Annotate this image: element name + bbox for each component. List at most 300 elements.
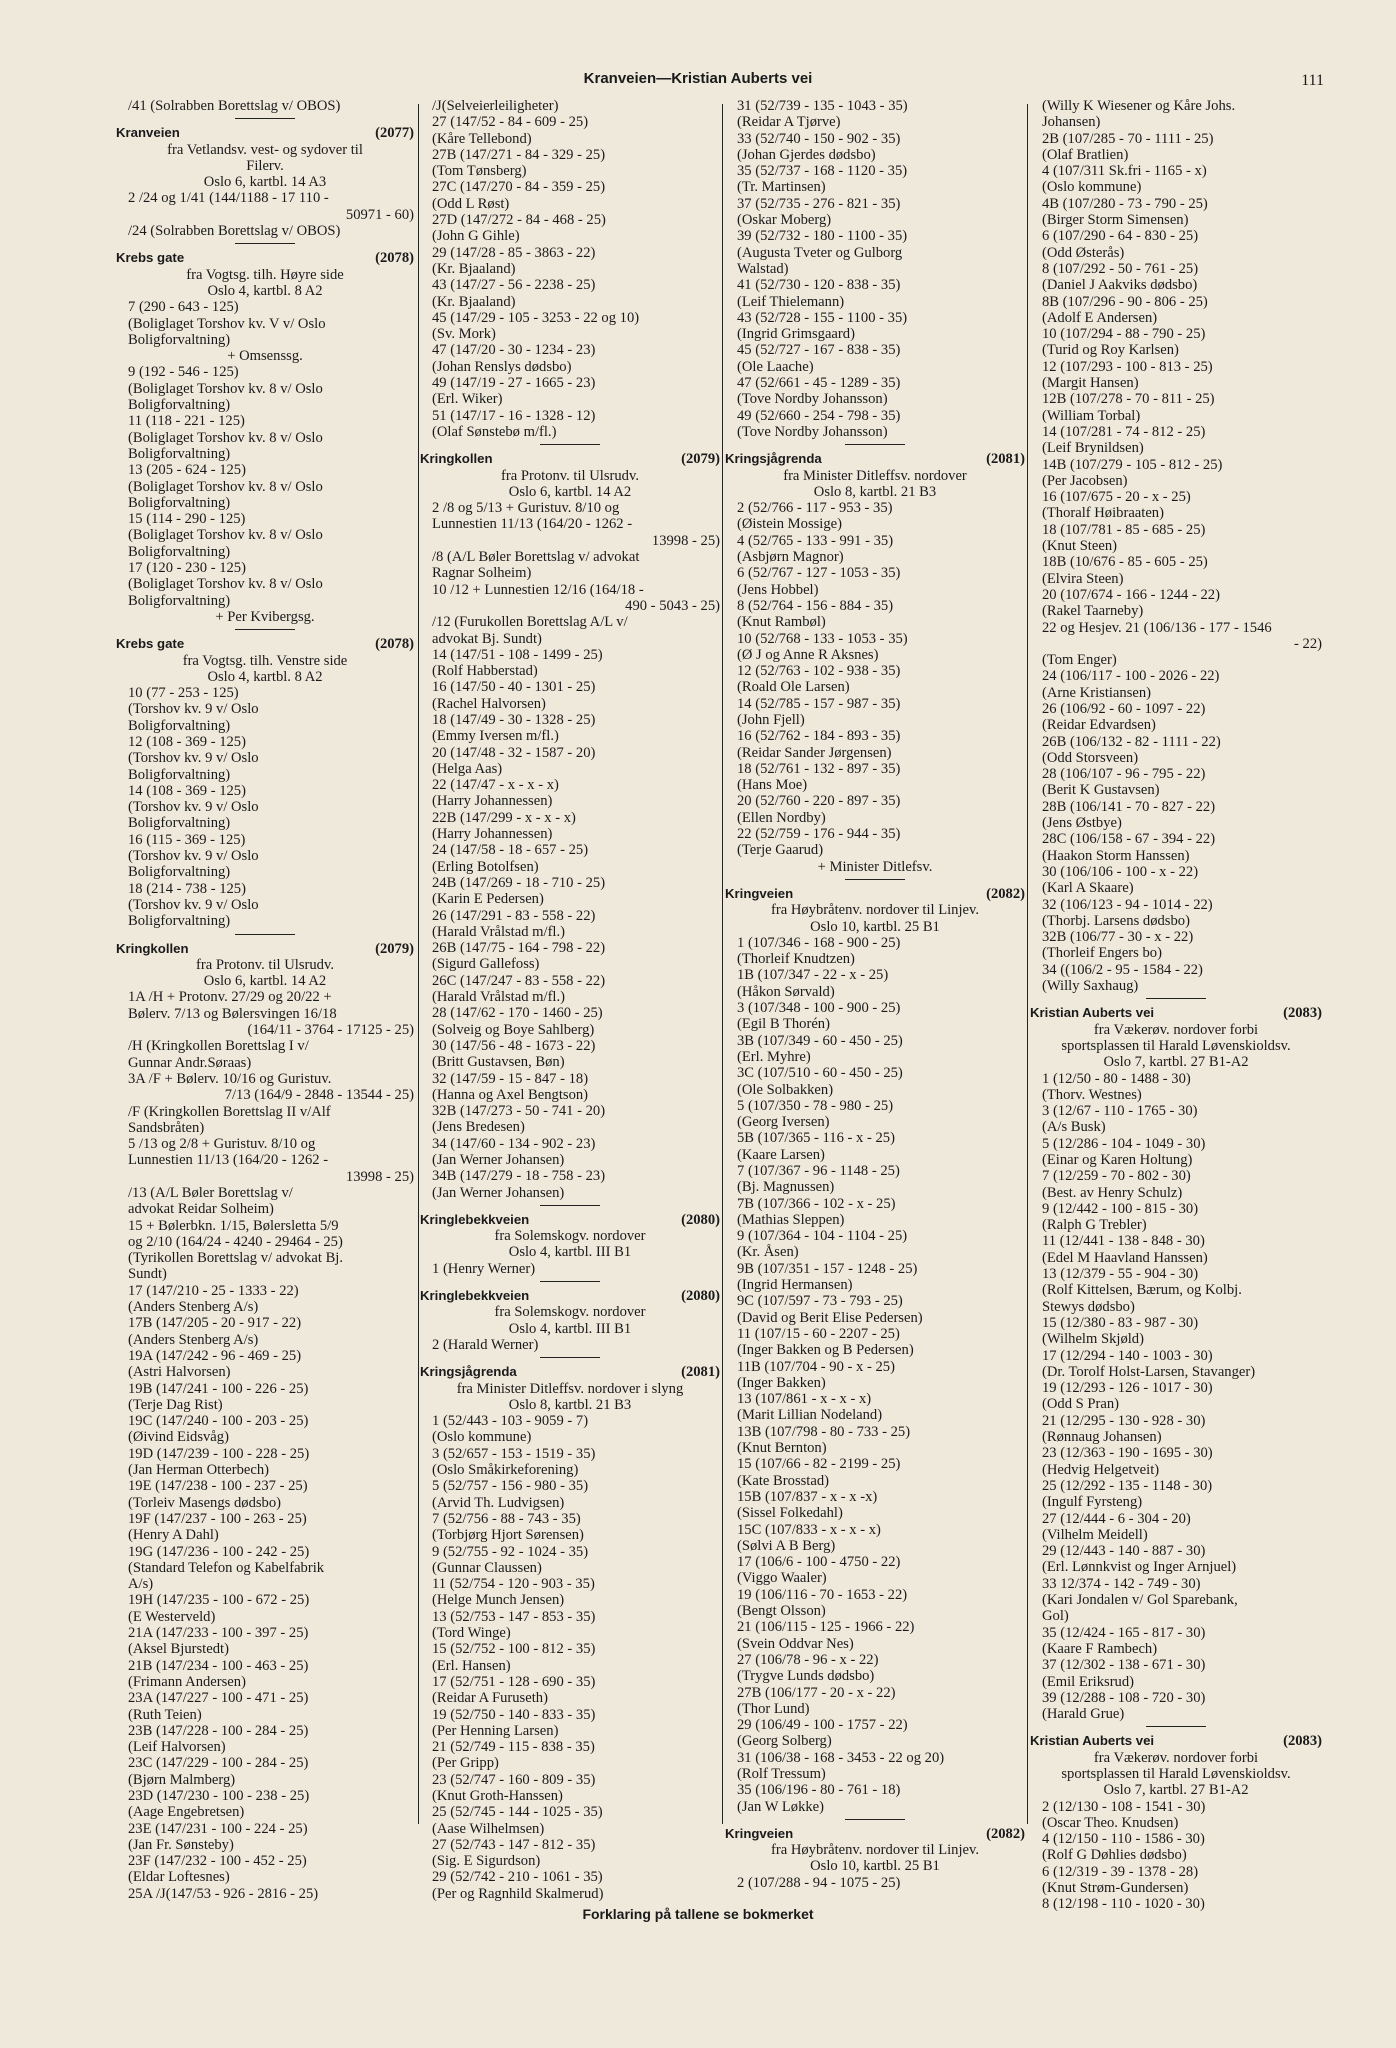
street-name: Kringveien bbox=[725, 885, 794, 901]
property-entry: (Erling Botolfsen) bbox=[432, 858, 539, 875]
property-entry: (Olaf Sønstebø m/fl.) bbox=[432, 423, 557, 440]
property-entry: Boligforvaltning) bbox=[128, 445, 231, 462]
street-code: (2080) bbox=[681, 1288, 720, 1305]
property-entry: 43 (147/27 - 56 - 2238 - 25) bbox=[432, 277, 596, 294]
property-entry: 9 (192 - 546 - 125) bbox=[128, 364, 239, 381]
property-entry: (Sv. Mork) bbox=[432, 326, 496, 343]
property-entry: (Odd Storsveen) bbox=[1042, 749, 1139, 766]
property-entry: Boligforvaltning) bbox=[128, 913, 231, 930]
street-heading bbox=[420, 1364, 720, 1380]
property-entry: 17 (147/210 - 25 - 1333 - 22) bbox=[128, 1282, 299, 1299]
property-entry: (Rolf G Døhlies dødsbo) bbox=[1042, 1847, 1187, 1864]
property-entry: (Rakel Taarneby) bbox=[1042, 603, 1144, 620]
property-entry: (Kr. Bjaaland) bbox=[432, 293, 516, 310]
property-entry: 1A /H + Protonv. 27/29 og 20/22 + bbox=[128, 989, 332, 1006]
property-entry: 13998 - 25) bbox=[651, 532, 720, 549]
property-entry: 34B (147/279 - 18 - 758 - 23) bbox=[432, 1168, 606, 1185]
property-entry: (Oskar Moberg) bbox=[737, 212, 832, 229]
street-name: Kringsjågrenda bbox=[420, 1364, 517, 1380]
property-entry: (Oslo kommune) bbox=[432, 1429, 532, 1446]
street-description: fra Vækerøv. nordover forbi bbox=[1093, 1749, 1259, 1766]
property-entry: 31 (52/739 - 135 - 1043 - 35) bbox=[737, 98, 908, 114]
property-entry: 15 (107/66 - 82 - 2199 - 25) bbox=[737, 1456, 901, 1473]
property-entry: 5 (107/350 - 78 - 980 - 25) bbox=[737, 1097, 894, 1114]
property-entry: (Reidar A Tjørve) bbox=[737, 114, 841, 131]
property-entry: (Kr. Bjaaland) bbox=[432, 260, 516, 277]
property-entry: (Tr. Martinsen) bbox=[737, 179, 826, 196]
property-entry: 27B (147/271 - 84 - 329 - 25) bbox=[432, 146, 606, 163]
property-entry: 22B (147/299 - x - x - x) bbox=[432, 809, 576, 826]
property-entry: (John Fjell) bbox=[737, 711, 805, 728]
property-entry: (Odd S Pran) bbox=[1042, 1396, 1120, 1413]
property-entry: 15 (52/752 - 100 - 812 - 35) bbox=[432, 1641, 596, 1658]
property-entry: (Rolf Tressum) bbox=[737, 1765, 826, 1782]
street-description: Oslo 7, kartbl. 27 B1-A2 bbox=[1103, 1054, 1249, 1071]
street-description: Oslo 6, kartbl. 14 A2 bbox=[203, 973, 327, 990]
property-entry: 1B (107/347 - 22 - x - 25) bbox=[737, 967, 889, 984]
property-entry: 4B (107/280 - 73 - 790 - 25) bbox=[1042, 195, 1208, 212]
property-entry: 11 (118 - 221 - 125) bbox=[128, 413, 245, 430]
column-3 bbox=[725, 98, 1025, 1891]
property-entry: 10 (52/768 - 133 - 1053 - 35) bbox=[737, 630, 908, 647]
property-entry: (Standard Telefon og Kabelfabrik bbox=[128, 1559, 325, 1576]
property-entry: (Knut Rambøl) bbox=[737, 614, 826, 631]
street-heading bbox=[420, 451, 720, 467]
property-entry: (Henry A Dahl) bbox=[128, 1527, 219, 1544]
property-entry: (Thorleif Engers bo) bbox=[1042, 945, 1162, 962]
property-entry: (164/11 - 3764 - 17125 - 25) bbox=[247, 1022, 414, 1039]
property-entry: 24B (147/269 - 18 - 710 - 25) bbox=[432, 874, 606, 891]
property-entry: (Jan W Løkke) bbox=[737, 1798, 824, 1815]
property-entry: (Eldar Loftesnes) bbox=[128, 1869, 230, 1886]
property-entry: Boligforvaltning) bbox=[128, 717, 231, 734]
property-entry: 35 (106/196 - 80 - 761 - 18) bbox=[737, 1782, 901, 1799]
property-entry: (Ingrid Grimsgaard) bbox=[737, 326, 855, 343]
property-entry: (Rolf Habberstad) bbox=[432, 663, 538, 680]
property-entry: 22 (52/759 - 176 - 944 - 35) bbox=[737, 826, 901, 843]
property-entry: 5B (107/365 - 116 - x - 25) bbox=[737, 1130, 895, 1147]
street-description: fra Solemskogv. nordover bbox=[494, 1304, 646, 1321]
property-entry: /24 (Solrabben Borettslag v/ OBOS) bbox=[128, 223, 341, 240]
street-name: Kringkollen bbox=[116, 940, 189, 956]
property-entry: advokat Bj. Sundt) bbox=[432, 630, 542, 647]
property-entry: (Reidar A Furuseth) bbox=[432, 1690, 548, 1707]
property-entry: (Harald Vrålstad m/fl.) bbox=[432, 923, 565, 940]
property-entry: (Jan Werner Johansen) bbox=[432, 1152, 565, 1168]
property-entry: 12 (52/763 - 102 - 938 - 35) bbox=[737, 663, 901, 680]
property-entry: 16 (115 - 369 - 125) bbox=[128, 831, 246, 848]
street-name: Kringsjågrenda bbox=[725, 451, 822, 467]
property-entry: Boligforvaltning) bbox=[128, 815, 231, 832]
property-entry: 23B (147/228 - 100 - 284 - 25) bbox=[128, 1722, 309, 1739]
property-entry: Bølerv. 7/13 og Bølersvingen 16/18 bbox=[128, 1005, 337, 1022]
property-entry: 6 (107/290 - 64 - 830 - 25) bbox=[1042, 228, 1199, 245]
property-entry: 13 (205 - 624 - 125) bbox=[128, 462, 246, 479]
footer-note: Forklaring på tallene se bokmerket bbox=[582, 1906, 814, 1922]
property-entry: 23D (147/230 - 100 - 238 - 25) bbox=[128, 1787, 310, 1804]
street-description: fra Vetlandsv. vest- og sydover til bbox=[167, 141, 363, 158]
property-entry: 26 (106/92 - 60 - 1097 - 22) bbox=[1042, 700, 1206, 717]
property-entry: 28B (106/141 - 70 - 827 - 22) bbox=[1042, 798, 1216, 815]
property-entry: 30 (106/106 - 100 - x - 22) bbox=[1042, 863, 1199, 880]
property-entry: 9C (107/597 - 73 - 793 - 25) bbox=[737, 1293, 903, 1310]
property-entry: 13 (107/861 - x - x - x) bbox=[737, 1391, 872, 1408]
street-heading bbox=[420, 1288, 720, 1304]
property-entry: 4 (52/765 - 133 - 991 - 35) bbox=[737, 532, 894, 549]
property-entry: 9 (52/755 - 92 - 1024 - 35) bbox=[432, 1543, 589, 1560]
property-entry: (John G Gihle) bbox=[432, 228, 520, 245]
property-entry: 2 /8 og 5/13 + Guristuv. 8/10 og bbox=[432, 500, 620, 517]
property-entry: 20 (107/674 - 166 - 1244 - 22) bbox=[1042, 586, 1220, 603]
property-entry: (Odd L Røst) bbox=[432, 195, 510, 212]
property-entry: (Reidar Sander Jørgensen) bbox=[737, 744, 892, 761]
property-entry: 2 (52/766 - 117 - 953 - 35) bbox=[737, 500, 893, 517]
property-entry: (Knut Bernton) bbox=[737, 1440, 827, 1457]
property-entry: 49 (147/19 - 27 - 1665 - 23) bbox=[432, 375, 596, 392]
property-entry: (Boliglaget Torshov kv. 8 v/ Oslo bbox=[128, 576, 323, 593]
column-divider bbox=[1027, 104, 1028, 1824]
property-entry: (Ole Solbakken) bbox=[737, 1081, 834, 1098]
section-separator bbox=[1146, 998, 1206, 999]
property-entry: (Ø J og Anne R Aksnes) bbox=[737, 646, 879, 663]
property-entry: 19B (147/241 - 100 - 226 - 25) bbox=[128, 1380, 309, 1397]
property-entry: (Johan Gjerdes dødsbo) bbox=[737, 146, 876, 163]
property-entry: 19G (147/236 - 100 - 242 - 25) bbox=[128, 1543, 310, 1560]
property-entry: (A/s Busk) bbox=[1042, 1119, 1106, 1136]
property-entry: (Adolf E Andersen) bbox=[1042, 309, 1158, 326]
property-entry: (Knut Steen) bbox=[1042, 538, 1117, 555]
section-separator bbox=[540, 1357, 600, 1358]
property-entry: 19H (147/235 - 100 - 672 - 25) bbox=[128, 1592, 310, 1609]
property-entry: /8 (A/L Bøler Borettslag v/ advokat bbox=[432, 549, 640, 566]
property-entry: 25 (12/292 - 135 - 1148 - 30) bbox=[1042, 1477, 1213, 1494]
property-entry: (Tom Tønsberg) bbox=[432, 163, 527, 180]
street-code: (2082) bbox=[986, 1825, 1025, 1842]
property-entry: Boligforvaltning) bbox=[128, 766, 231, 783]
property-entry: (Torshov kv. 9 v/ Oslo bbox=[128, 750, 259, 767]
street-description: fra Vogtsg. tilh. Høyre side bbox=[186, 266, 344, 283]
property-entry: 25 (52/745 - 144 - 1025 - 35) bbox=[432, 1804, 603, 1821]
property-entry: (Oscar Theo. Knudsen) bbox=[1042, 1814, 1179, 1831]
street-code: (2078) bbox=[375, 636, 414, 653]
section-separator bbox=[845, 1819, 905, 1820]
property-entry: 15 (12/380 - 83 - 987 - 30) bbox=[1042, 1314, 1199, 1331]
street-heading bbox=[1030, 1005, 1322, 1021]
street-description: fra Vogtsg. tilh. Venstre side bbox=[182, 652, 348, 669]
property-entry: (Ingulf Fyrsteng) bbox=[1042, 1494, 1143, 1511]
property-entry: (Tyrikollen Borettslag v/ advokat Bj. bbox=[128, 1250, 344, 1267]
property-entry: 11 (12/441 - 138 - 848 - 30) bbox=[1042, 1233, 1205, 1250]
property-entry: (Harry Johannessen) bbox=[432, 826, 553, 843]
property-entry: Boligforvaltning) bbox=[128, 494, 231, 511]
property-entry: 8 (12/198 - 110 - 1020 - 30) bbox=[1042, 1896, 1205, 1913]
property-entry: (Kari Jondalen v/ Gol Sparebank, bbox=[1042, 1592, 1238, 1609]
section-separator bbox=[235, 243, 295, 244]
property-entry: (Jan Werner Johansen) bbox=[432, 1184, 565, 1201]
property-entry: 19 (12/293 - 126 - 1017 - 30) bbox=[1042, 1380, 1213, 1397]
property-entry: (Emil Eriksrud) bbox=[1042, 1673, 1135, 1690]
property-entry: 12 (107/293 - 100 - 813 - 25) bbox=[1042, 358, 1213, 375]
property-entry: (Sig. E Sigurdson) bbox=[432, 1853, 541, 1870]
street-name: Kristian Auberts vei bbox=[1030, 1733, 1155, 1749]
property-entry: 2 (12/130 - 108 - 1541 - 30) bbox=[1042, 1798, 1206, 1815]
property-entry: 23A (147/227 - 100 - 471 - 25) bbox=[128, 1690, 309, 1707]
property-entry: (Bjørn Malmberg) bbox=[128, 1771, 236, 1788]
street-description: Oslo 4, kartbl. III B1 bbox=[508, 1320, 632, 1337]
property-entry: Lunnestien 11/13 (164/20 - 1262 - bbox=[432, 516, 633, 533]
property-entry: 13998 - 25) bbox=[345, 1168, 414, 1185]
property-entry: Johansen) bbox=[1042, 114, 1101, 131]
property-entry: (Rønnaug Johansen) bbox=[1042, 1429, 1162, 1446]
property-entry: 32 (106/123 - 94 - 1014 - 22) bbox=[1042, 896, 1213, 913]
property-entry: (Jan Herman Otterbech) bbox=[128, 1462, 270, 1479]
property-entry: 33 (52/740 - 150 - 902 - 35) bbox=[737, 130, 901, 147]
property-entry: (Thor Lund) bbox=[737, 1700, 810, 1717]
property-entry: (Torshov kv. 9 v/ Oslo bbox=[128, 848, 259, 865]
property-entry: 14 (147/51 - 108 - 1499 - 25) bbox=[432, 646, 603, 663]
property-entry: (Anders Stenberg A/s) bbox=[128, 1331, 259, 1348]
property-entry: (Torshov kv. 9 v/ Oslo bbox=[128, 896, 259, 913]
property-entry: 27 (52/743 - 147 - 812 - 35) bbox=[432, 1836, 596, 1853]
property-entry: (Leif Halvorsen) bbox=[128, 1739, 226, 1756]
property-entry: 18 (147/49 - 30 - 1328 - 25) bbox=[432, 711, 596, 728]
street-name: Kringveien bbox=[725, 1825, 794, 1841]
property-entry: 26C (147/247 - 83 - 558 - 22) bbox=[432, 972, 606, 989]
property-entry: (Tom Enger) bbox=[1042, 652, 1117, 669]
property-entry: 32B (106/77 - 30 - x - 22) bbox=[1042, 929, 1194, 946]
property-entry: (Bj. Magnussen) bbox=[737, 1179, 835, 1196]
property-entry: 13B (107/798 - 80 - 733 - 25) bbox=[737, 1423, 911, 1440]
street-description: + Per Kvibergsg. bbox=[215, 608, 315, 625]
property-entry: (Arne Kristiansen) bbox=[1042, 684, 1152, 701]
property-entry: 23 (52/747 - 160 - 809 - 35) bbox=[432, 1771, 596, 1788]
property-entry: (Best. av Henry Schulz) bbox=[1042, 1184, 1183, 1201]
property-entry: (Emmy Iversen m/fl.) bbox=[432, 728, 559, 745]
property-entry: (Boliglaget Torshov kv. 8 v/ Oslo bbox=[128, 478, 323, 495]
street-description: sportsplassen til Harald Løvenskioldsv. bbox=[1061, 1037, 1291, 1054]
street-description: Oslo 7, kartbl. 27 B1-A2 bbox=[1103, 1782, 1249, 1799]
property-entry: 11B (107/704 - 90 - x - 25) bbox=[737, 1358, 895, 1375]
property-entry: 39 (52/732 - 180 - 1100 - 35) bbox=[737, 228, 908, 245]
property-entry: 34 (147/60 - 134 - 902 - 23) bbox=[432, 1135, 596, 1152]
street-name: Kringlebekkveien bbox=[420, 1288, 530, 1304]
property-entry: (Leif Brynildsen) bbox=[1042, 440, 1144, 457]
section-separator bbox=[540, 444, 600, 445]
property-entry: 3A /F + Bølerv. 10/16 og Guristuv. bbox=[128, 1070, 332, 1087]
property-entry: /13 (A/L Bøler Borettslag v/ bbox=[128, 1185, 293, 1201]
property-entry: 490 - 5043 - 25) bbox=[625, 597, 720, 614]
street-name: Kringlebekkveien bbox=[420, 1211, 530, 1227]
property-entry: 20 (147/48 - 32 - 1587 - 20) bbox=[432, 744, 596, 761]
property-entry: 17 (120 - 230 - 125) bbox=[128, 560, 246, 577]
property-entry: (Marit Lillian Nodeland) bbox=[737, 1407, 883, 1424]
property-entry: (William Torbal) bbox=[1042, 407, 1141, 424]
street-description: Filerv. bbox=[246, 157, 284, 174]
page-header bbox=[0, 70, 1396, 96]
property-entry: (David og Berit Elise Pedersen) bbox=[737, 1309, 923, 1326]
property-entry: 17 (52/751 - 128 - 690 - 35) bbox=[432, 1673, 596, 1690]
property-entry: 19F (147/237 - 100 - 263 - 25) bbox=[128, 1510, 307, 1527]
street-description: Oslo 8, kartbl. 21 B3 bbox=[813, 483, 937, 500]
property-entry: 21 (52/749 - 115 - 838 - 35) bbox=[432, 1739, 595, 1756]
property-entry: 18 (52/761 - 132 - 897 - 35) bbox=[737, 760, 901, 777]
property-entry: (Roald Ole Larsen) bbox=[737, 679, 850, 696]
property-entry: (Oslo kommune) bbox=[1042, 179, 1142, 196]
property-entry: 9 (107/364 - 104 - 1104 - 25) bbox=[737, 1228, 908, 1245]
property-entry: Stewys dødsbo) bbox=[1042, 1298, 1135, 1315]
property-entry: (Aase Wilhelmsen) bbox=[432, 1820, 545, 1837]
property-entry: 14 (108 - 369 - 125) bbox=[128, 782, 246, 799]
property-entry: 15C (107/833 - x - x - x) bbox=[737, 1521, 881, 1538]
property-entry: 1 (52/443 - 103 - 9059 - 7) bbox=[432, 1413, 589, 1430]
property-entry: (Hanna og Axel Bengtson) bbox=[432, 1086, 589, 1103]
property-entry: (Torbjørg Hjort Sørensen) bbox=[432, 1527, 584, 1544]
property-entry: 14 (107/281 - 74 - 812 - 25) bbox=[1042, 423, 1206, 440]
property-entry: 19C (147/240 - 100 - 203 - 25) bbox=[128, 1413, 309, 1430]
street-code: (2083) bbox=[1283, 1005, 1322, 1022]
street-code: (2079) bbox=[375, 940, 414, 957]
property-entry: 21 (12/295 - 130 - 928 - 30) bbox=[1042, 1412, 1206, 1429]
property-entry: 31 (106/38 - 168 - 3453 - 22 og 20) bbox=[737, 1749, 945, 1766]
property-entry: (Daniel J Aakviks dødsbo) bbox=[1042, 277, 1198, 294]
property-entry: (Aksel Bjurstedt) bbox=[128, 1641, 229, 1658]
property-entry: (Rolf Kittelsen, Bærum, og Kolbj. bbox=[1042, 1282, 1242, 1299]
column-divider bbox=[722, 104, 723, 1824]
column-1 bbox=[116, 98, 414, 1902]
property-entry: 10 (77 - 253 - 125) bbox=[128, 685, 239, 702]
property-entry: (Haakon Storm Hanssen) bbox=[1042, 847, 1190, 864]
property-entry: 7/13 (164/9 - 2848 - 13544 - 25) bbox=[224, 1087, 414, 1104]
property-entry: (Harry Johannessen) bbox=[432, 793, 553, 810]
property-entry: 17 (12/294 - 140 - 1003 - 30) bbox=[1042, 1347, 1213, 1364]
property-entry: 47 (52/661 - 45 - 1289 - 35) bbox=[737, 375, 901, 392]
street-description: fra Solemskogv. nordover bbox=[494, 1228, 646, 1245]
property-entry: 35 (12/424 - 165 - 817 - 30) bbox=[1042, 1624, 1206, 1641]
property-entry: 37 (52/735 - 276 - 821 - 35) bbox=[737, 195, 901, 212]
property-entry: 23C (147/229 - 100 - 284 - 25) bbox=[128, 1755, 309, 1772]
property-entry: (E Westerveld) bbox=[128, 1608, 216, 1625]
street-heading bbox=[725, 886, 1025, 902]
property-entry: 5 (12/286 - 104 - 1049 - 30) bbox=[1042, 1135, 1206, 1152]
property-entry: 15B (107/837 - x - x -x) bbox=[737, 1488, 878, 1505]
property-entry: (Thorbj. Larsens dødsbo) bbox=[1042, 912, 1190, 929]
property-entry: 12 (108 - 369 - 125) bbox=[128, 733, 246, 750]
property-entry: (Tove Nordby Johansson) bbox=[737, 423, 888, 440]
property-entry: (Kåre Tellebond) bbox=[432, 130, 532, 147]
property-entry: (Jens Hobbel) bbox=[737, 581, 819, 598]
property-entry: (Knut Strøm-Gundersen) bbox=[1042, 1880, 1189, 1897]
street-code: (2081) bbox=[681, 1364, 720, 1381]
street-code: (2079) bbox=[681, 451, 720, 468]
property-entry: (Frimann Andersen) bbox=[128, 1673, 246, 1690]
street-description: sportsplassen til Harald Løvenskioldsv. bbox=[1061, 1765, 1291, 1782]
property-entry: 3B (107/349 - 60 - 450 - 25) bbox=[737, 1032, 903, 1049]
property-entry: 3 (52/657 - 153 - 1519 - 35) bbox=[432, 1445, 596, 1462]
property-entry: Gol) bbox=[1042, 1608, 1069, 1625]
street-heading bbox=[116, 941, 414, 957]
section-separator bbox=[845, 879, 905, 880]
property-entry: (Ellen Nordby) bbox=[737, 809, 826, 826]
property-entry: (Willy Saxhaug) bbox=[1042, 978, 1139, 995]
property-entry: 1 (107/346 - 168 - 900 - 25) bbox=[737, 934, 901, 951]
street-heading bbox=[725, 451, 1025, 467]
street-code: (2078) bbox=[375, 250, 414, 267]
property-entry: (Bengt Olsson) bbox=[737, 1603, 826, 1620]
property-entry: Sundt) bbox=[128, 1266, 167, 1283]
property-entry: (Tove Nordby Johansson) bbox=[737, 391, 888, 408]
property-entry: 7 (12/259 - 70 - 802 - 30) bbox=[1042, 1168, 1191, 1185]
section-separator bbox=[235, 934, 295, 935]
property-entry: /H (Kringkollen Borettslag I v/ bbox=[128, 1038, 309, 1055]
property-entry: 2B (107/285 - 70 - 1111 - 25) bbox=[1042, 130, 1214, 147]
street-description: fra Høybråtenv. nordover til Linjev. bbox=[770, 1842, 980, 1859]
property-entry: 8 (107/292 - 50 - 761 - 25) bbox=[1042, 260, 1199, 277]
property-entry: advokat Reidar Solheim) bbox=[128, 1201, 274, 1218]
property-entry: 27 (106/78 - 96 - x - 22) bbox=[737, 1651, 879, 1668]
property-entry: 43 (52/728 - 155 - 1100 - 35) bbox=[737, 309, 908, 326]
property-entry: (Per og Ragnhild Skalmerud) bbox=[432, 1885, 604, 1902]
property-entry: 1 (Henry Werner) bbox=[432, 1260, 536, 1277]
property-entry: 33 12/374 - 142 - 749 - 30) bbox=[1042, 1575, 1201, 1592]
property-entry: 18 (214 - 738 - 125) bbox=[128, 880, 246, 897]
property-entry: (Inger Bakken og B Pedersen) bbox=[737, 1342, 914, 1359]
property-entry: 28 (147/62 - 170 - 1460 - 25) bbox=[432, 1005, 603, 1022]
property-entry: 15 + Bølerbkn. 1/15, Bølersletta 5/9 bbox=[128, 1217, 339, 1234]
property-entry: 27D (147/272 - 84 - 468 - 25) bbox=[432, 212, 606, 229]
section-separator bbox=[1146, 1726, 1206, 1727]
property-entry: 1 (12/50 - 80 - 1488 - 30) bbox=[1042, 1070, 1191, 1087]
property-entry: Boligforvaltning) bbox=[128, 543, 231, 560]
property-entry: (Boliglaget Torshov kv. 8 v/ Oslo bbox=[128, 429, 323, 446]
property-entry: (Thorv. Westnes) bbox=[1042, 1086, 1142, 1103]
street-code: (2081) bbox=[986, 451, 1025, 468]
property-entry: 30 (147/56 - 48 - 1673 - 22) bbox=[432, 1037, 596, 1054]
property-entry: 32 (147/59 - 15 - 847 - 18) bbox=[432, 1070, 589, 1087]
property-entry: (Oslo Småkirkeforening) bbox=[432, 1462, 579, 1479]
property-entry: (Dr. Torolf Holst-Larsen, Stavanger) bbox=[1042, 1363, 1256, 1380]
property-entry: 27 (147/52 - 84 - 609 - 25) bbox=[432, 114, 589, 131]
property-entry: 4 (107/311 Sk.fri - 1165 - x) bbox=[1042, 163, 1207, 180]
property-entry: (Svein Oddvar Nes) bbox=[737, 1635, 854, 1652]
property-entry: (Boliglaget Torshov kv. 8 v/ Oslo bbox=[128, 380, 323, 397]
property-entry: 10 /12 + Lunnestien 12/16 (164/18 - bbox=[432, 581, 644, 598]
property-entry: (Egil B Thorén) bbox=[737, 1016, 830, 1033]
property-entry: 27C (147/270 - 84 - 359 - 25) bbox=[432, 179, 606, 196]
street-heading bbox=[116, 250, 414, 266]
property-entry: (Erl. Lønnkvist og Inger Arnjuel) bbox=[1042, 1559, 1237, 1576]
street-heading bbox=[1030, 1733, 1322, 1749]
property-entry: 22 (147/47 - x - x - x) bbox=[432, 777, 559, 794]
property-entry: 29 (52/742 - 210 - 1061 - 35) bbox=[432, 1869, 603, 1886]
property-entry: 8B (107/296 - 90 - 806 - 25) bbox=[1042, 293, 1208, 310]
property-entry: 15 (114 - 290 - 125) bbox=[128, 511, 246, 528]
street-code: (2083) bbox=[1283, 1733, 1322, 1750]
property-entry: 27 (12/444 - 6 - 304 - 20) bbox=[1042, 1510, 1191, 1527]
property-entry: 19E (147/238 - 100 - 237 - 25) bbox=[128, 1478, 308, 1495]
property-entry: 7B (107/366 - 102 - x - 25) bbox=[737, 1195, 896, 1212]
property-entry: /J(Selveierleiligheter) bbox=[432, 98, 559, 114]
property-entry: (Inger Bakken) bbox=[737, 1374, 826, 1391]
street-description: Oslo 4, kartbl. 8 A2 bbox=[207, 282, 323, 299]
property-entry: (Sissel Folkedahl) bbox=[737, 1505, 843, 1522]
property-entry: 18 (107/781 - 85 - 685 - 25) bbox=[1042, 521, 1206, 538]
property-entry: 47 (147/20 - 30 - 1234 - 23) bbox=[432, 342, 596, 359]
property-entry: Lunnestien 11/13 (164/20 - 1262 - bbox=[128, 1152, 329, 1169]
property-entry: 32B (147/273 - 50 - 741 - 20) bbox=[432, 1103, 606, 1120]
property-entry: 11 (52/754 - 120 - 903 - 35) bbox=[432, 1576, 595, 1593]
property-entry: (Øistein Mossige) bbox=[737, 516, 842, 533]
street-description: Oslo 6, kartbl. 14 A2 bbox=[508, 483, 632, 500]
